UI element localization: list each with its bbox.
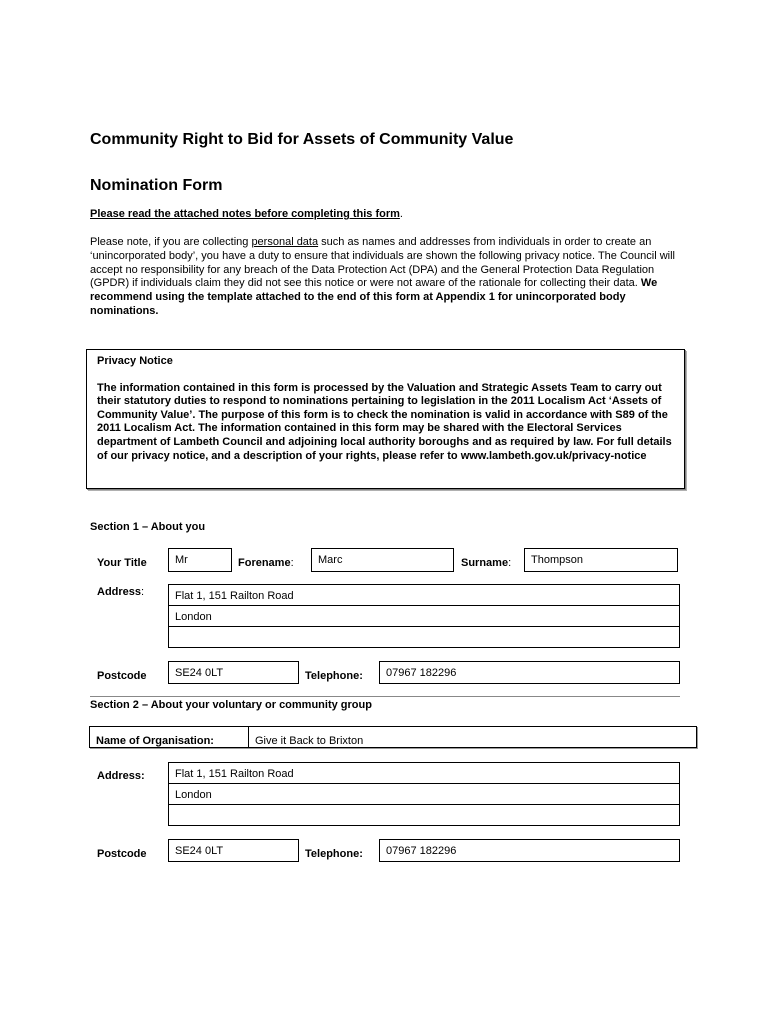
forename-label-wrap xyxy=(238,557,294,569)
intro-paragraph xyxy=(90,236,690,319)
privacy-notice-box xyxy=(86,349,685,489)
postcode-field[interactable]: SE24 0LT xyxy=(168,661,299,684)
form-subtitle: Nomination Form xyxy=(90,177,223,194)
read-notes-link[interactable]: Please read the attached notes before completing this form xyxy=(90,208,400,220)
privacy-notice-title: Privacy Notice xyxy=(97,355,173,367)
forename-colon: : xyxy=(290,557,294,569)
surname-label: Surname xyxy=(461,557,509,569)
privacy-notice-body: The information contained in this form is processed by the Valuation and Strategic Assets Team to carry out their statutory duties to respond to nominations pertaining to legislation in the 2011 Localism Act ‘Assets of Community Value’. The purpose of this form is to check the nomination is valid in accordance with S89 of the 2011 Localism Act. The information contained in this form may be shared with the Electoral Services department of Lambeth Council and adjoining local authority boroughs and as required by law. For full details of our privacy notice, and a description of your rights, please refer to www.lambeth.gov.uk/privacy-notice xyxy=(97,381,672,462)
address-label-wrap xyxy=(97,586,144,598)
group-telephone-label: Telephone: xyxy=(305,848,363,860)
address-line-3[interactable] xyxy=(168,626,680,648)
intro-text-1: Please note, if you are collecting xyxy=(90,236,252,248)
surname-colon: : xyxy=(508,557,512,569)
organisation-label: Name of Organisation: xyxy=(89,726,249,748)
organisation-field[interactable]: Give it Back to Brixton xyxy=(248,726,697,748)
section-divider xyxy=(90,696,680,697)
group-postcode-label: Postcode xyxy=(97,848,147,860)
intro-text-2: such as names and addresses from individuals in order to create an ‘unincorporated body’, you have a duty to ensure that individuals are shown the following privacy notice. The Council will accept no responsibility for any breach of the Data Protection Act (DPA) and the General Protection Data Regulation (GPDR) if individuals claim they did not see this notice or were not aware of the rationale for collecting their data. xyxy=(90,236,675,290)
page-title: Community Right to Bid for Assets of Community Value xyxy=(90,131,514,148)
group-address-line-2[interactable]: London xyxy=(168,783,680,805)
telephone-label: Telephone: xyxy=(305,670,363,682)
group-address-line-1[interactable]: Flat 1, 151 Railton Road xyxy=(168,762,680,784)
section1-heading: Section 1 – About you xyxy=(90,521,206,533)
surname-field[interactable]: Thompson xyxy=(524,548,678,572)
postcode-label: Postcode xyxy=(97,670,147,682)
group-postcode-field[interactable]: SE24 0LT xyxy=(168,839,299,862)
surname-label-wrap xyxy=(461,557,511,569)
title-field[interactable]: Mr xyxy=(168,548,232,572)
address-label: Address xyxy=(97,586,142,598)
intro-recommendation: We recommend using the template attached to the end of this form at Appendix 1 for unincorporated body nominations. xyxy=(90,277,658,317)
read-notes-period: . xyxy=(399,208,403,220)
personal-data-link[interactable]: personal data xyxy=(251,236,319,248)
title-label: Your Title xyxy=(97,557,147,569)
address-line-2[interactable]: London xyxy=(168,605,680,627)
telephone-field[interactable]: 07967 182296 xyxy=(379,661,680,684)
forename-label: Forename xyxy=(238,557,291,569)
address-colon: : xyxy=(141,586,145,598)
address-line-1[interactable]: Flat 1, 151 Railton Road xyxy=(168,584,680,606)
section2-heading: Section 2 – About your voluntary or community group xyxy=(90,699,372,711)
group-address-label: Address: xyxy=(97,770,145,782)
group-telephone-field[interactable]: 07967 182296 xyxy=(379,839,680,862)
group-address-line-3[interactable] xyxy=(168,804,680,826)
forename-field[interactable]: Marc xyxy=(311,548,454,572)
read-notes-line xyxy=(90,208,403,220)
